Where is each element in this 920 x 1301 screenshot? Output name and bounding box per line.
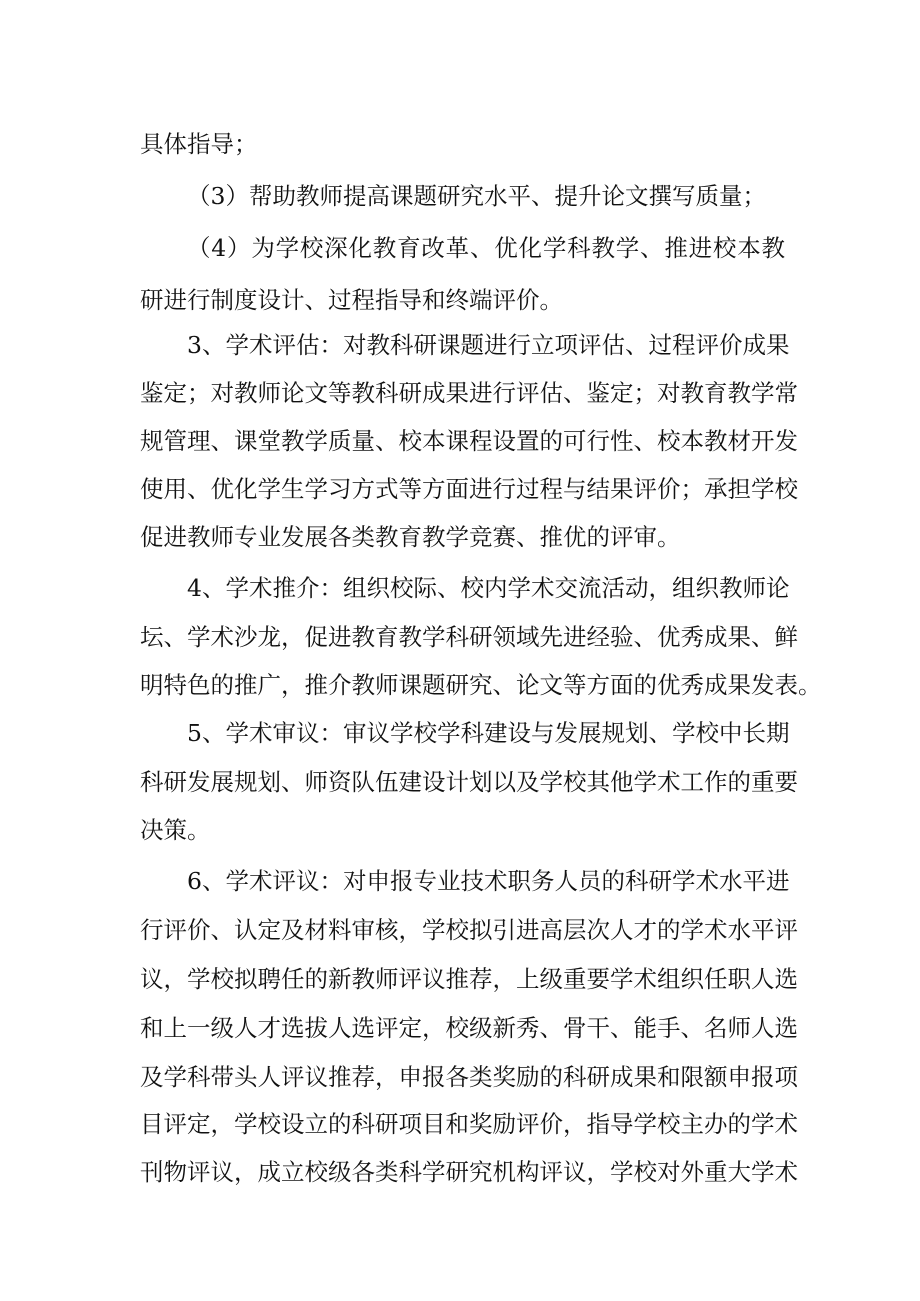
text-line: 4、学术推介：组织校际、校内学术交流活动，组织教师论	[187, 574, 790, 602]
text-line: 行评价、认定及材料审核，学校拟引进高层次人才的学术水平评	[140, 916, 798, 944]
text-line: 刊物评议，成立校级各类科学研究机构评议，学校对外重大学术	[140, 1158, 798, 1186]
text-line: 6、学术评议：对申报专业技术职务人员的科研学术水平进	[187, 867, 790, 895]
text-line: 规管理、课堂教学质量、校本课程设置的可行性、校本教材开发	[140, 427, 798, 455]
text-line: 使用、优化学生学习方式等方面进行过程与结果评价；承担学校	[140, 475, 798, 503]
text-line: 3、学术评估：对教科研课题进行立项评估、过程评价成果	[187, 331, 790, 359]
text-line: 坛、学术沙龙，促进教育教学科研领域先进经验、优秀成果、鲜	[140, 623, 798, 651]
text-line: 决策。	[140, 816, 211, 844]
text-line: 目评定，学校设立的科研项目和奖励评价，指导学校主办的学术	[140, 1110, 798, 1138]
text-line: 促进教师专业发展各类教育教学竞赛、推优的评审。	[140, 523, 681, 551]
text-line: 5、学术审议：审议学校学科建设与发展规划、学校中长期	[187, 719, 790, 747]
text-line: 及学科带头人评议推荐，申报各类奖励的科研成果和限额申报项	[140, 1063, 798, 1091]
text-line: 具体指导；	[140, 130, 258, 158]
text-line: 研进行制度设计、过程指导和终端评价。	[140, 286, 563, 314]
text-line: 科研发展规划、师资队伍建设计划以及学校其他学术工作的重要	[140, 768, 798, 796]
text-line: 明特色的推广，推介教师课题研究、论文等方面的优秀成果发表。	[140, 671, 822, 699]
text-line: （3）帮助教师提高课题研究水平、提升论文撰写质量；	[187, 182, 766, 210]
text-line: （4）为学校深化教育改革、优化学科教学、推进校本教	[187, 234, 785, 262]
text-line: 和上一级人才选拔人选评定，校级新秀、骨干、能手、名师人选	[140, 1014, 798, 1042]
text-line: 鉴定；对教师论文等教科研成果进行评估、鉴定；对教育教学常	[140, 379, 798, 407]
text-line: 议，学校拟聘任的新教师评议推荐，上级重要学术组织任职人选	[140, 965, 798, 993]
